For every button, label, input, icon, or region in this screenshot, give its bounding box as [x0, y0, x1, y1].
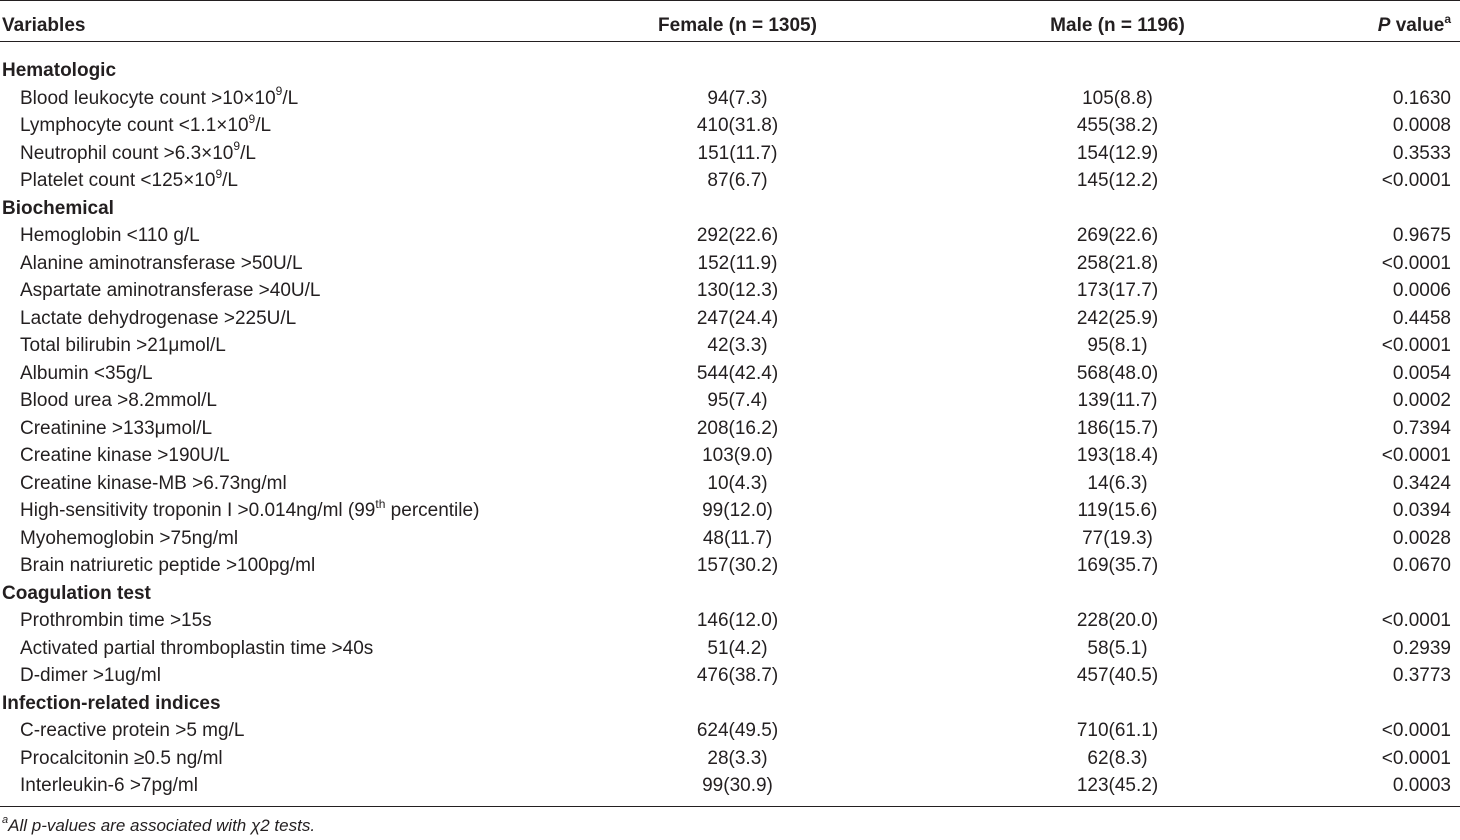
variable-label-suffix: /L: [222, 170, 238, 191]
variable-label-text: Alanine aminotransferase >50U/L: [20, 252, 303, 274]
variable-label-text: Platelet count <125×10: [20, 170, 216, 191]
variable-label-text: Prothrombin time >15s: [20, 610, 212, 631]
female-value: 103(9.0): [702, 445, 773, 466]
variable-label: [20, 387, 217, 414]
male-value: 457(40.5): [1076, 665, 1159, 686]
table-row: [0, 497, 1460, 524]
footnote-text: All p-values are associated with χ2 tests.: [8, 816, 316, 835]
variable-label-text: Coagulation test: [2, 582, 151, 604]
table-bottom-rule: [0, 806, 1460, 807]
p-value: <0.0001: [1381, 335, 1451, 356]
table-row: [0, 222, 1460, 249]
male-value: 258(21.8): [1076, 252, 1159, 274]
section-heading-row: [0, 690, 1460, 717]
table-row: [0, 140, 1460, 167]
variable-label: [20, 607, 212, 634]
variable-label: [20, 332, 226, 359]
male-value: 139(11.7): [1077, 390, 1158, 411]
variable-label-suffix: /L: [282, 87, 299, 109]
section-heading: [2, 57, 116, 84]
variable-label-suffix: /L: [240, 142, 256, 164]
header-p-value: [1378, 13, 1451, 39]
header-male: Male (n = 1196): [1050, 15, 1185, 36]
female-value: 292(22.6): [696, 225, 779, 246]
male-value: 269(22.6): [1076, 225, 1159, 246]
table-row: [0, 387, 1460, 414]
table-row: [0, 85, 1460, 112]
female-value: 99(30.9): [702, 775, 773, 796]
female-value: 28(3.3): [707, 747, 768, 769]
variable-label-text: Creatine kinase >190U/L: [20, 445, 230, 466]
variable-label-text: Infection-related indices: [2, 692, 221, 714]
female-value: 51(4.2): [707, 637, 768, 659]
section-heading: [2, 690, 221, 717]
p-value: 0.0028: [1392, 527, 1451, 549]
p-value: <0.0001: [1381, 252, 1451, 274]
variable-label-text: Procalcitonin ≥0.5 ng/ml: [20, 747, 223, 769]
table-footnote: [2, 814, 315, 838]
variable-label: [20, 717, 244, 744]
variable-label-text: Lactate dehydrogenase >225U/L: [20, 307, 297, 329]
male-value: 169(35.7): [1076, 555, 1159, 576]
p-value: <0.0001: [1381, 170, 1451, 191]
variable-label: [20, 415, 212, 442]
male-value: 568(48.0): [1076, 362, 1159, 384]
female-value: 208(16.2): [696, 417, 779, 439]
variable-label: [20, 112, 271, 139]
male-value: 710(61.1): [1076, 720, 1159, 741]
male-value: 77(19.3): [1082, 527, 1153, 549]
p-value: 0.0670: [1392, 555, 1451, 576]
variable-label: [20, 745, 223, 772]
variable-label-text: Blood leukocyte count >10×10: [20, 87, 276, 109]
header-rule: [0, 41, 1460, 42]
table-row: [0, 470, 1460, 497]
variable-label-suffix: percentile): [385, 500, 480, 521]
section-heading-row: [0, 57, 1460, 84]
variable-label: [20, 635, 373, 662]
p-value: 0.7394: [1392, 417, 1451, 439]
table-top-rule: [0, 0, 1460, 1]
table-row: [0, 167, 1460, 194]
header-p-sup: a: [1444, 11, 1451, 26]
p-value: 0.2939: [1392, 637, 1451, 659]
variable-label: [20, 140, 256, 167]
table-row: [0, 360, 1460, 387]
section-heading-row: [0, 195, 1460, 222]
variable-label-text: Total bilirubin >21μmol/L: [20, 335, 226, 356]
p-value: 0.0006: [1392, 280, 1451, 301]
variable-label-text: Brain natriuretic peptide >100pg/ml: [20, 555, 316, 576]
variable-label: [20, 277, 320, 304]
variable-label: [20, 442, 230, 469]
female-value: 476(38.7): [696, 665, 779, 686]
variable-label-text: High-sensitivity troponin I >0.014ng/ml (99: [20, 500, 376, 521]
table-row: [0, 112, 1460, 139]
female-value: 157(30.2): [696, 555, 779, 576]
p-value: 0.4458: [1392, 307, 1451, 329]
female-value: 152(11.9): [697, 252, 778, 274]
male-value: 105(8.8): [1082, 87, 1153, 109]
p-value: 0.0054: [1392, 362, 1451, 384]
table-row: [0, 415, 1460, 442]
table-row: [0, 662, 1460, 689]
variable-label: [20, 305, 296, 332]
table-row: [0, 442, 1460, 469]
female-value: 247(24.4): [696, 307, 779, 329]
table-row: [0, 525, 1460, 552]
p-value: 0.0008: [1392, 115, 1451, 136]
male-value: 14(6.3): [1087, 472, 1148, 494]
variable-label: [20, 85, 298, 112]
variable-label: [20, 222, 200, 249]
table-row: [0, 305, 1460, 332]
table-row: [0, 277, 1460, 304]
male-value: 242(25.9): [1076, 307, 1159, 329]
male-value: 62(8.3): [1087, 747, 1148, 769]
female-value: 94(7.3): [707, 87, 768, 109]
header-p-italic: P: [1377, 15, 1391, 36]
p-value: 0.0394: [1392, 500, 1451, 521]
male-value: 145(12.2): [1076, 170, 1159, 191]
p-value: 0.1630: [1392, 87, 1451, 109]
variable-label-text: Albumin <35g/L: [20, 362, 153, 384]
male-value: 119(15.6): [1077, 500, 1158, 521]
variable-label-text: Hematologic: [2, 60, 117, 81]
female-value: 410(31.8): [696, 115, 779, 136]
p-value: 0.3773: [1392, 665, 1451, 686]
variable-label-text: Creatine kinase-MB >6.73ng/ml: [20, 472, 287, 494]
variable-label: [20, 552, 315, 579]
female-value: 48(11.7): [702, 527, 773, 549]
variable-label-text: C-reactive protein >5 mg/L: [20, 720, 245, 741]
male-value: 455(38.2): [1076, 115, 1159, 136]
male-value: 173(17.7): [1076, 280, 1159, 301]
table-row: [0, 635, 1460, 662]
variable-label-text: Creatinine >133μmol/L: [20, 417, 213, 439]
male-value: 154(12.9): [1076, 142, 1159, 164]
p-value: 0.9675: [1392, 225, 1451, 246]
variable-label-superscript: 9: [233, 139, 241, 154]
variable-label: [20, 662, 161, 689]
section-heading-row: [0, 580, 1460, 607]
variable-label-text: Neutrophil count >6.3×10: [20, 142, 234, 164]
variable-label-text: Biochemical: [2, 197, 114, 219]
p-value: <0.0001: [1381, 610, 1451, 631]
male-value: 123(45.2): [1076, 775, 1159, 796]
variable-label-text: D-dimer >1ug/ml: [20, 665, 161, 686]
variable-label-superscript: 9: [215, 166, 223, 181]
male-value: 95(8.1): [1087, 335, 1148, 356]
p-value: 0.0003: [1392, 775, 1451, 796]
female-value: 146(12.0): [696, 610, 779, 631]
p-value: 0.0002: [1392, 390, 1451, 411]
female-value: 99(12.0): [702, 500, 773, 521]
variable-label-text: Blood urea >8.2mmol/L: [20, 390, 217, 411]
female-value: 87(6.7): [707, 170, 768, 191]
variable-label-text: Lymphocyte count <1.1×10: [20, 115, 249, 136]
table-row: [0, 552, 1460, 579]
header-female: Female (n = 1305): [658, 15, 817, 36]
table-row: [0, 607, 1460, 634]
variable-label-text: Aspartate aminotransferase >40U/L: [20, 280, 321, 301]
p-value: 0.3424: [1392, 472, 1451, 494]
variable-label: [20, 250, 303, 277]
table-row: [0, 772, 1460, 799]
header-variables: Variables: [2, 15, 86, 36]
female-value: 130(12.3): [696, 280, 779, 301]
table-row: [0, 250, 1460, 277]
section-heading: [2, 195, 114, 222]
variable-label: [20, 772, 198, 799]
variable-label: [20, 167, 238, 194]
variable-label-superscript: 9: [248, 111, 256, 126]
female-value: 544(42.4): [696, 362, 779, 384]
table-row: [0, 717, 1460, 744]
variable-label-text: Interleukin-6 >7pg/ml: [20, 775, 198, 796]
variable-label-text: Myohemoglobin >75ng/ml: [20, 527, 239, 549]
male-value: 58(5.1): [1087, 637, 1148, 659]
section-heading: [2, 580, 151, 607]
variable-label: [20, 470, 287, 497]
variable-label-suffix: /L: [255, 115, 272, 136]
male-value: 228(20.0): [1076, 610, 1159, 631]
variable-label-text: Activated partial thromboplastin time >40s: [20, 637, 374, 659]
female-value: 151(11.7): [697, 142, 778, 164]
female-value: 10(4.3): [707, 472, 768, 494]
male-value: 186(15.7): [1076, 417, 1159, 439]
variable-label-text: Hemoglobin <110 g/L: [20, 225, 200, 246]
footnote-marker: a: [2, 814, 9, 827]
p-value: <0.0001: [1381, 720, 1451, 741]
female-value: 624(49.5): [696, 720, 779, 741]
variable-label-superscript: 9: [275, 84, 283, 99]
female-value: 42(3.3): [707, 335, 768, 356]
table-row: [0, 745, 1460, 772]
variable-label-superscript: th: [375, 496, 386, 511]
variable-label: [20, 497, 479, 524]
p-value: 0.3533: [1392, 142, 1451, 164]
variable-label: [20, 525, 238, 552]
table-row: [0, 332, 1460, 359]
variable-label: [20, 360, 153, 387]
p-value: <0.0001: [1381, 747, 1451, 769]
male-value: 193(18.4): [1076, 445, 1159, 466]
female-value: 95(7.4): [707, 390, 768, 411]
p-value: <0.0001: [1381, 445, 1451, 466]
header-p-text: value: [1390, 15, 1445, 36]
